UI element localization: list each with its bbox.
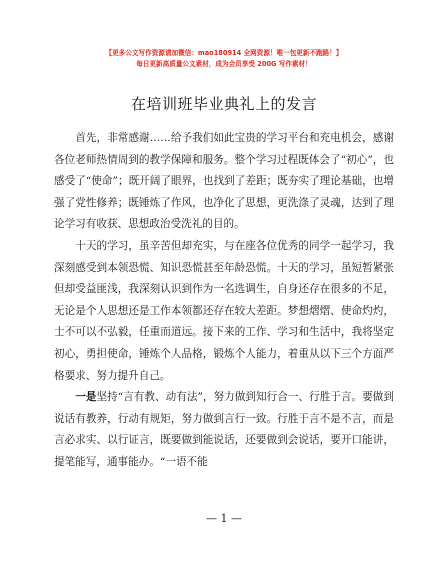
promo-banner (0, 48, 448, 70)
paragraph-text: 十天的学习，虽辛苦但却充实，与在座各位优秀的同学一起学习，我深刻感受到本领恐慌、知识恐慌甚至年龄恐慌。十天的学习，虽短暂紧张但却受益匪浅，我深刻认识到作为一名选调生，自身还存在很多的不足，无论是个人思想还是工作本领都还存在较大差距。梦想熠熠、使命灼灼，士不可以不弘毅，任重而道远。接下来的工作、学习和生活中，我将坚定初心，勇担使命，锤炼个人品格，锻炼个人能力，着重从以下三个方面严格要求、努力提升自己。 (54, 239, 394, 382)
document-title: 在培训班毕业典礼上的发言 (130, 95, 317, 113)
promo-banner-line2: 每日更新高质量公文素材，成为会员享受 200G 写作素材！ (136, 60, 312, 68)
document-body (54, 128, 394, 474)
paragraph (54, 387, 394, 473)
page-number: — 1 — (206, 512, 242, 525)
paragraph-text: 坚持“言有教、动有法”，努力做到知行合一、行胜于言。要做到说话有教养，行动有规矩，努力做到言行一致。行胜于言不是不言，而是言必求实、以行证言，既要做到能说话，还要做到会说话，要开口能讲，提笔能写，通事能办。“一语不能 (54, 391, 394, 468)
paragraph-lead: 一是 (75, 391, 97, 404)
paragraph (54, 236, 394, 387)
paragraph (54, 128, 394, 236)
promo-banner-line1: 【更多公文写作资源请加微信：mao180914 全网资源！唯一包更新不跑路！】 (105, 49, 343, 57)
paragraph-text: 首先，非常感谢……给予我们如此宝贵的学习平台和充电机会，感谢各位老师热情周到的教学保障和服务。整个学习过程既体会了“初心”，也感受了“使命”；既开阔了眼界，也找到了差距；既夯实了理论基础，也增强了党性修养；既锤炼了作风，也净化了思想，更洗涤了灵魂，达到了理论学习有收获、思想政治受洗礼的目的。 (54, 132, 394, 231)
